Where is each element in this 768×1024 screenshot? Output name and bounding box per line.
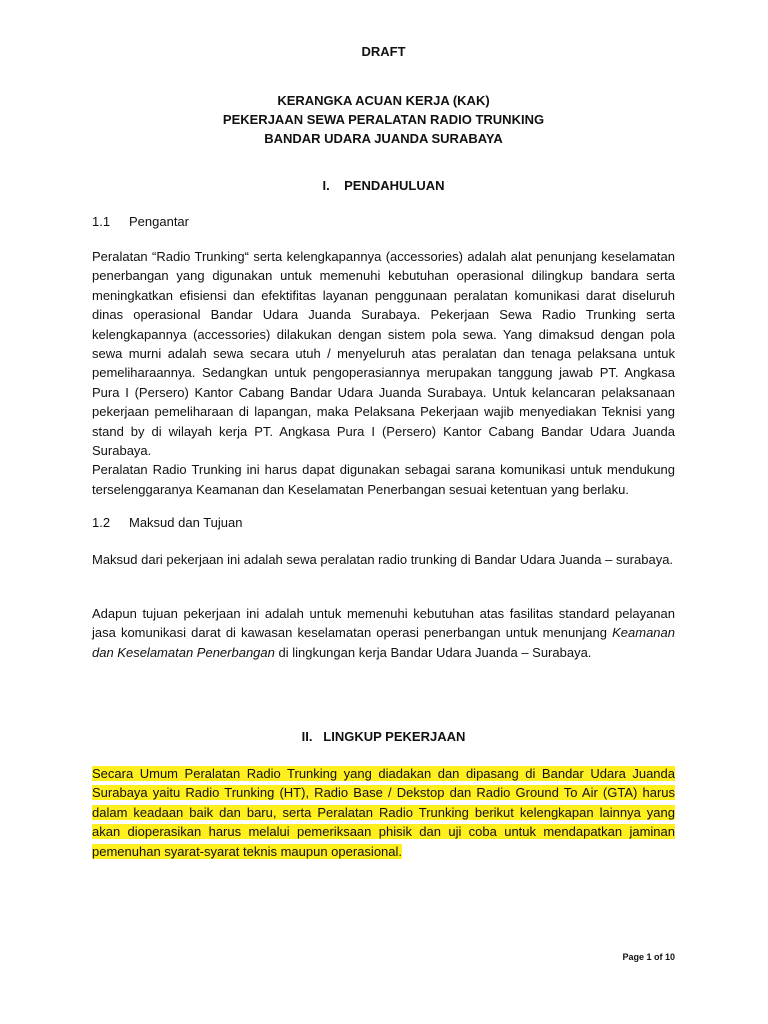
subsection-title: Maksud dan Tujuan xyxy=(129,515,243,530)
subsection-heading-maksud xyxy=(92,515,242,530)
page-number: Page 1 of 10 xyxy=(622,952,675,962)
document-title xyxy=(92,91,675,148)
maksud-paragraph-1: Maksud dari pekerjaan ini adalah sewa peralatan radio trunking di Bandar Udara Juanda – surabaya. xyxy=(92,552,674,567)
title-line-2: PEKERJAAN SEWA PERALATAN RADIO TRUNKING xyxy=(222,112,545,127)
lingkup-paragraph xyxy=(92,764,675,861)
subsection-title: Pengantar xyxy=(129,214,189,229)
subsection-number: 1.2 xyxy=(92,515,111,530)
document-page xyxy=(92,0,675,1024)
tujuan-text-end: di lingkungan kerja Bandar Udara Juanda – Surabaya. xyxy=(274,644,592,660)
tujuan-text-start: Adapun tujuan pekerjaan ini adalah untuk memenuhi kebutuhan atas fasilitas standard pelayanan jasa komunikasi darat di kawasan keselamatan operasi penerbangan untuk menunjang xyxy=(92,606,675,641)
title-line-1: KERANGKA ACUAN KERJA (KAK) xyxy=(277,93,490,108)
subsection-number: 1.1 xyxy=(92,214,111,229)
subsection-heading-pengantar xyxy=(92,214,189,229)
tujuan-paragraph-1 xyxy=(92,604,675,662)
tujuan-text-italic: Keamanan dan Keselamatan Penerbangan xyxy=(92,625,675,660)
maksud-paragraph xyxy=(92,550,675,569)
pengantar-paragraph-2: Peralatan Radio Trunking ini harus dapat digunakan sebagai sarana komunikasi untuk mendukung terselenggaranya Keamanan dan Keselamatan Penerbangan sesuai ketentuan yang berlaku. xyxy=(92,462,675,497)
section-heading-lingkup: II. LINGKUP PEKERJAAN xyxy=(301,729,466,744)
pengantar-paragraphs xyxy=(92,247,675,499)
draft-label: DRAFT xyxy=(361,44,406,59)
lingkup-paragraph-1 xyxy=(92,764,675,861)
highlighted-text: Secara Umum Peralatan Radio Trunking yang diadakan dan dipasang di Bandar Udara Juanda Surabaya yaitu Radio Trunking (HT), Radio Base / Dekstop dan Radio Ground To Air (GTA) harus dalam keadaan baik dan baru, serta Peralatan Radio Trunking berikut kelengkapan lainnya yang akan dioperasikan harus melalui pemeriksaan phisik dan uji coba untuk mendapatkan jaminan pemenuhan syarat-syarat teknis maupun operasional. xyxy=(92,766,675,859)
section-heading-pendahuluan: I. PENDAHULUAN xyxy=(322,178,445,193)
title-line-3: BANDAR UDARA JUANDA SURABAYA xyxy=(264,131,503,146)
tujuan-paragraph xyxy=(92,604,675,662)
pengantar-paragraph-1: Peralatan “Radio Trunking“ serta kelengkapannya (accessories) adalah alat penunjang keselamatan penerbangan yang digunakan untuk memenuhi kebutuhan operasional dilingkup bandara serta meningkatkan efisiensi dan efektifitas layanan penggunaan peralatan komunikasi darat diseluruh dinas operasional Bandar Udara Juanda Surabaya. Pekerjaan Sewa Radio Trunking serta kelengkapannya (accessories) dilakukan dengan sistem pola sewa. Yang dimaksud dengan pola sewa murni adalah sewa secara utuh / menyeluruh atas peralatan dan tenaga pelaksana untuk pemeliharaannya. Sedangkan untuk pengoperasiannya merupakan tanggung jawab PT. Angkasa Pura I (Persero) Kantor Cabang Bandar Udara Juanda Surabaya. Untuk kelancaran pelaksanaan pekerjaan pemeliharaan di lapangan, maka Pelaksana Pekerjaan wajib menyediakan Teknisi yang stand by di wilayah kerja PT. Angkasa Pura I (Persero) Kantor Cabang Bandar Udara Juanda Surabaya. xyxy=(92,249,675,459)
